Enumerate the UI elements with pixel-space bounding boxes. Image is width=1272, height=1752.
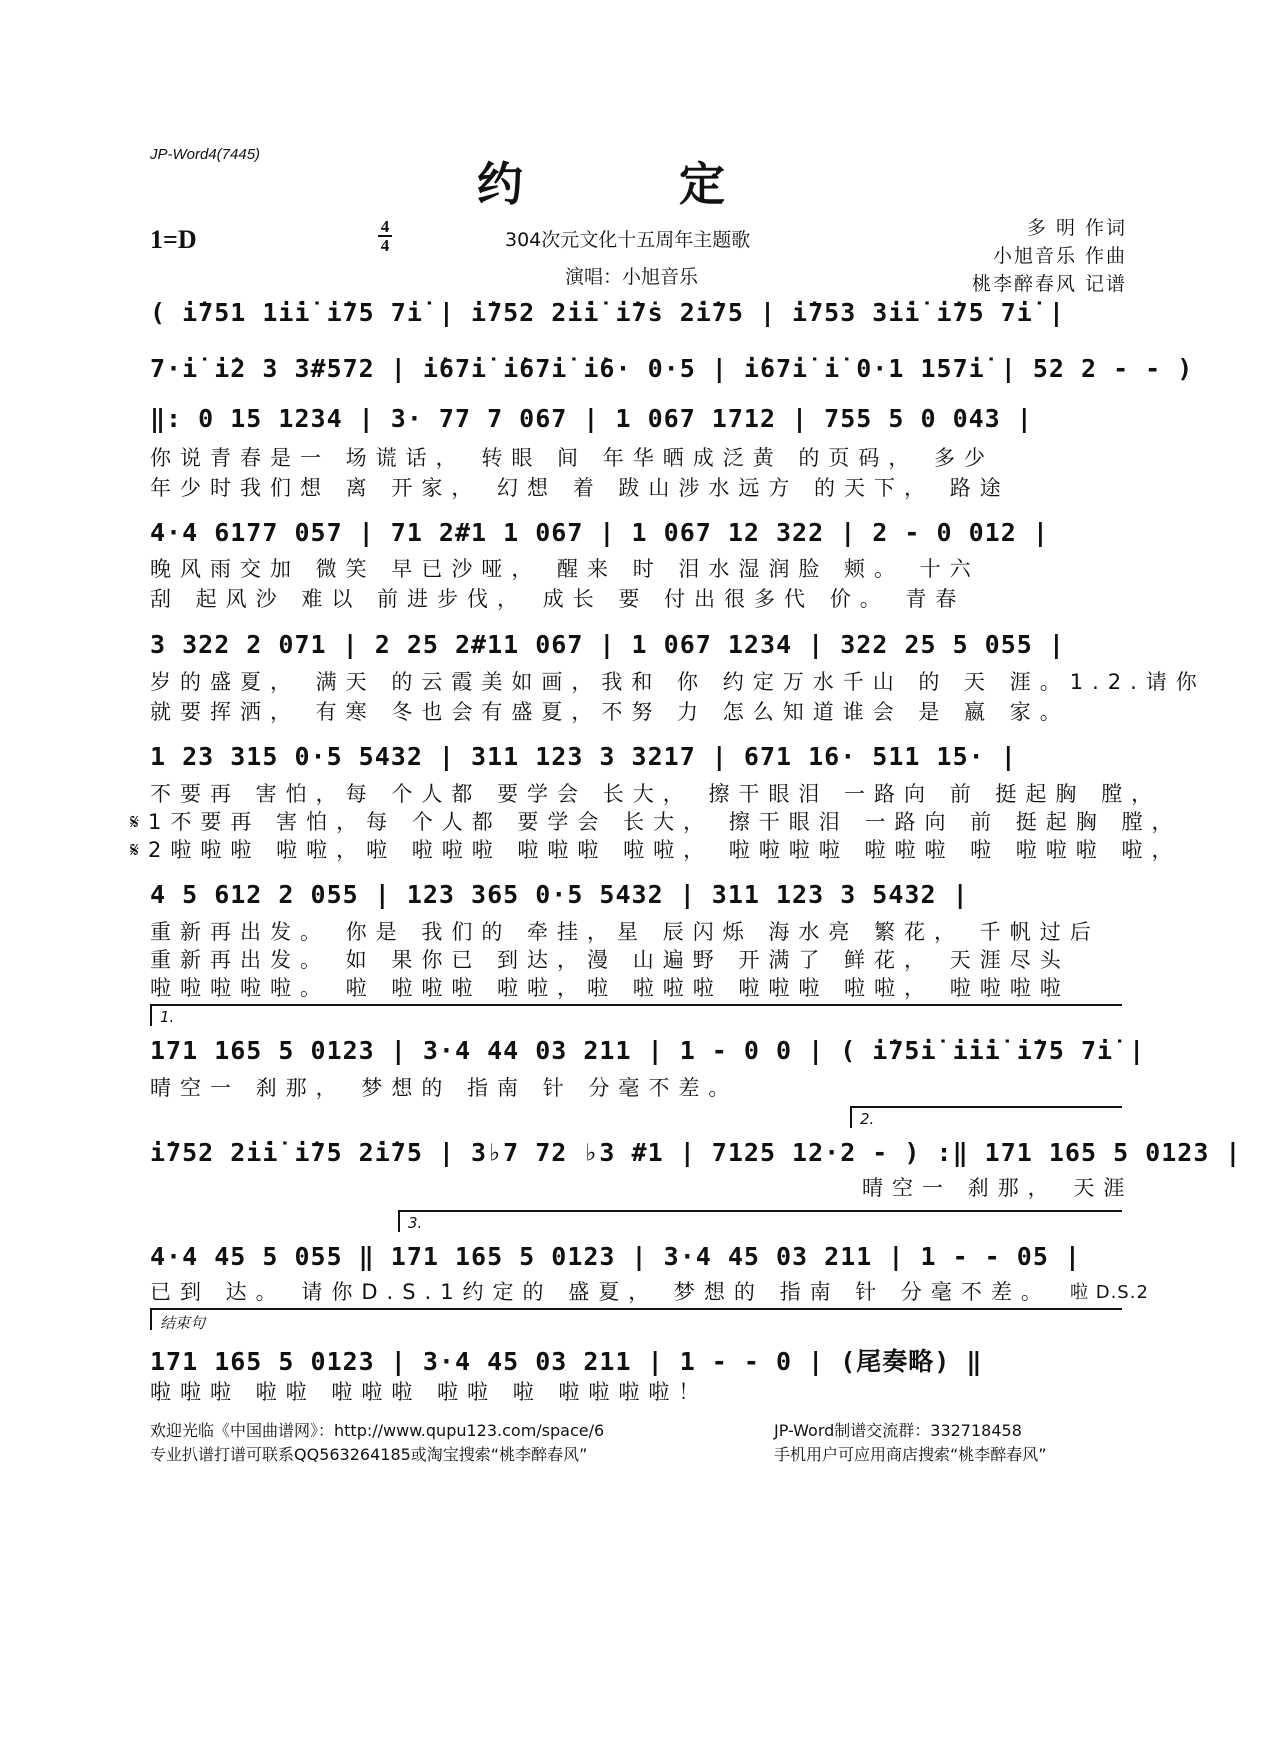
notation-line: 171 165 5 0123 | 3·4 45 03 211 | 1 - - 0 | (尾奏略) ‖ xyxy=(150,1347,983,1376)
lyric-line: 晴空一 刹那， 梦想的 指南 针 分毫不差。 xyxy=(150,1076,739,1100)
lyric-line: 晴空一 刹那， 天涯 xyxy=(862,1176,1134,1200)
score-row-9 xyxy=(150,1136,1242,1176)
volta-label: 结束句 xyxy=(160,1314,206,1332)
score-row-6 xyxy=(150,740,1130,780)
key-signature xyxy=(150,217,390,255)
score-row-3 xyxy=(150,402,1130,442)
time-bottom: 4 xyxy=(380,236,390,255)
time-signature xyxy=(378,219,392,253)
score-row-4 xyxy=(150,516,1130,556)
notation-line: 7·i̇ i̇2 3 3#572 | i̇67i̇ i̇67i̇ i̇6· 0·5 | i̇67i̇ i̇ 0·1 157i̇ | 52 2 - - ) xyxy=(150,354,1194,383)
subtitle: 304次元文化十五周年主题歌 xyxy=(505,229,751,251)
time-top: 4 xyxy=(380,217,390,236)
key-text: 1=D xyxy=(150,225,197,254)
volta-end xyxy=(150,1308,1122,1330)
lyric-line: 𝄋2啦啦啦 啦啦，啦 啦啦啦 啦啦啦 啦啦， 啦啦啦啦 啦啦啦 啦 啦啦啦 啦， xyxy=(130,838,1182,862)
score-row-8 xyxy=(150,1034,1146,1074)
score-row-11 xyxy=(150,1340,1130,1380)
score-row-7 xyxy=(150,878,1130,918)
lyric-line: 就要挥洒， 有寒 冬也会有盛夏，不努 力 怎么知道谁会 是 嬴 家。 xyxy=(150,700,1070,724)
notation-line: 4·4 6177 057 | 71 2#1 1 067 | 1 067 12 322 | 2 - 0 012 | xyxy=(150,518,1049,547)
notation-line: ‖: 0 15 1234 | 3· 77 7 067 | 1 067 1712 | 755 5 0 043 | xyxy=(150,404,1033,433)
lyric-line: 重新再出发。 你是 我们的 牵挂，星 辰闪烁 海水亮 繁花， 千帆过后 xyxy=(150,920,1100,944)
credits xyxy=(955,214,1127,298)
composer: 小旭音乐 作曲 xyxy=(992,245,1127,267)
lyric-line: 你说青春是一 场谎话， 转眼 间 年华晒成泛黄 的页码， 多少 xyxy=(150,446,995,470)
lyric-line: 重新再出发。 如 果你已 到达，漫 山遍野 开满了 鲜花， 天涯尽头 xyxy=(150,948,1070,972)
lyric-line: 𝄋1不要再 害怕，每 个人都 要学会 长大， 擦干眼泪 一路向 前 挺起胸 膛， xyxy=(130,810,1182,834)
notation-line: 171 165 5 0123 | 3·4 44 03 211 | 1 - 0 0 | ( i̇75i̇ i̇i̇i̇ i̇75 7i̇ | xyxy=(150,1036,1146,1065)
volta-label: 3. xyxy=(408,1214,423,1232)
song-title: 约 定 xyxy=(476,157,795,211)
volta-label: 1. xyxy=(160,1008,175,1026)
footer-right-2: 手机用户可应用商店搜索“桃李醉春风” xyxy=(774,1445,1047,1464)
lyric-line: 啦啦啦啦啦。 啦 啦啦啦 啦啦，啦 啦啦啦 啦啦啦 啦啦， 啦啦啦啦 xyxy=(150,976,1070,1000)
volta-label: 2. xyxy=(860,1110,875,1128)
score-row-10 xyxy=(150,1240,1130,1280)
notation-line: ( i̇751 1i̇i̇ i̇75 7i̇ | i̇752 2i̇i̇ i̇7ṡ 2̇i̇75 | i̇753 3i̇i̇ i̇75 7i̇ | xyxy=(150,298,1065,327)
footer-right-1: JP-Word制谱交流群：332718458 xyxy=(774,1421,1022,1440)
notation-line: 4 5 612 2 055 | 123 365 0·5 5432 | 311 123 3 5432 | xyxy=(150,880,969,909)
score-row-2 xyxy=(150,352,1194,392)
transcriber: 桃李醉春风 记谱 xyxy=(971,273,1127,295)
lyric-line: 啦啦啦 啦啦 啦啦啦 啦啦 啦 啦啦啦啦！ xyxy=(150,1380,709,1404)
notation-line: 4·4 45 5 055 ‖ 171 165 5 0123 | 3·4 45 03 211 | 1 - - 05 | xyxy=(150,1242,1081,1271)
lyric-line: 已到 达。 请你D.S.1约定的 盛夏， 梦想的 指南 针 分毫不差。 xyxy=(150,1280,1051,1304)
notation-line: 3 322 2 071 | 2 25 2#11 067 | 1 067 1234 | 322 25 5 055 | xyxy=(150,630,1065,659)
footer-left-1: 欢迎光临《中国曲谱网》：http://www.qupu123.com/space/6 xyxy=(150,1421,605,1440)
lyric-line: 刮 起风沙 难以 前进步伐， 成长 要 付出很多代 价。 青春 xyxy=(150,587,966,611)
volta-2 xyxy=(850,1106,1122,1128)
lyric-line-ds2: 啦 D.S.2 xyxy=(1070,1282,1149,1303)
lyric-line: 年少时我们想 离 开家， 幻想 着 跋山涉水远方 的天下， 路途 xyxy=(150,476,1010,500)
notation-line: 1 23 315 0·5 5432 | 311 123 3 3217 | 671 16· 511 15· | xyxy=(150,742,1017,771)
lyric-line: 不要再 害怕，每 个人都 要学会 长大， 擦干眼泪 一路向 前 挺起胸 膛， xyxy=(150,782,1162,806)
score-row-1 xyxy=(150,296,1130,336)
score-row-5 xyxy=(150,628,1130,668)
lyric-line: 岁的盛夏， 满天 的云霞美如画，我和 你 约定万水千山 的 天 涯。1.2.请你 xyxy=(150,670,1206,694)
singer: 演唱：小旭音乐 xyxy=(565,266,699,288)
notation-line: i̇752 2i̇i̇ i̇75 2̇i̇75 | 3♭7 72 ♭3 #1 | 7125 12·2 - ) :‖ 171 165 5 0123 | xyxy=(150,1138,1242,1167)
footer-left-2: 专业扒谱打谱可联系QQ563264185或淘宝搜索“桃李醉春风” xyxy=(150,1445,588,1464)
volta-1 xyxy=(150,1004,1122,1026)
lyricist: 多 明 作词 xyxy=(1026,217,1127,239)
volta-3 xyxy=(398,1210,1122,1232)
lyric-line: 晚风雨交加 微笑 早已沙哑， 醒来 时 泪水湿润脸 颊。 十六 xyxy=(150,557,980,581)
software-label: JP-Word4(7445) xyxy=(150,146,261,163)
